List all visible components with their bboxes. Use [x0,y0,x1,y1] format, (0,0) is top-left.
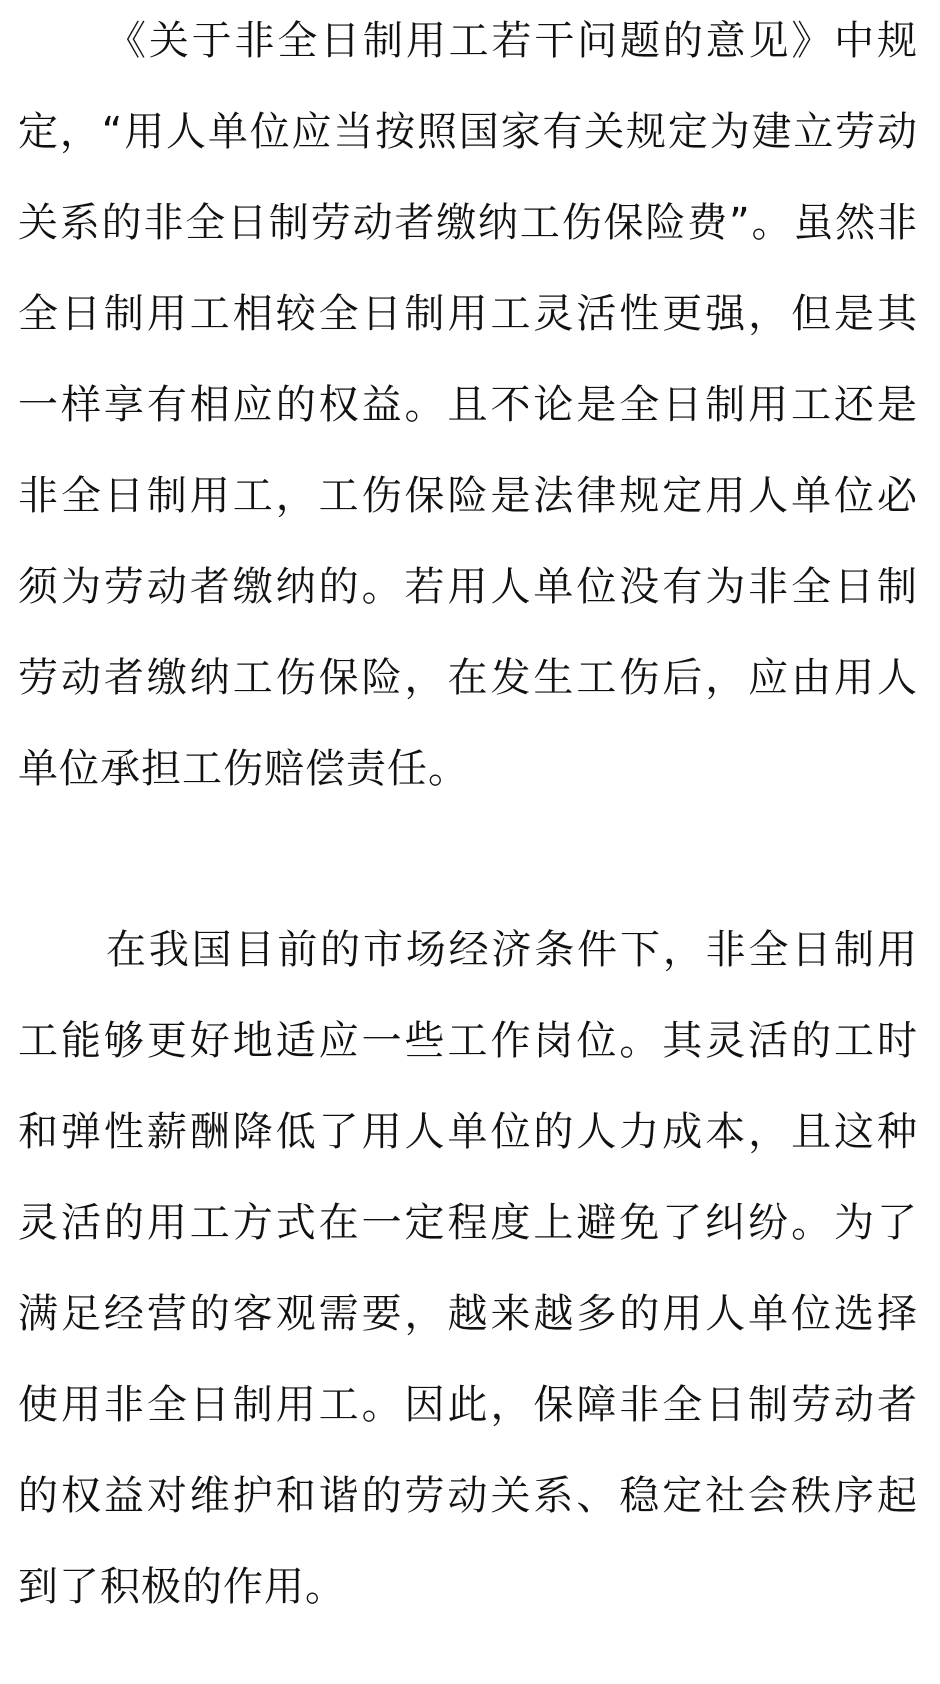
paragraph-1: 《关于非全日制用工若干问题的意见》中规定，“用人单位应当按照国家有关规定为建立劳动关系的非全日制劳动者缴纳工伤保险费”。虽然非全日制用工相较全日制用工灵活性更强，但是其一样享有相应的权益。且不论是全日制用工还是非全日制用工，工伤保险是法律规定用人单位必须为劳动者缴纳的。若用人单位没有为非全日制劳动者缴纳工伤保险，在发生工伤后，应由用人单位承担工伤赔偿责任。 [18,18,918,792]
paragraph-2: 在我国目前的市场经济条件下，非全日制用工能够更好地适应一些工作岗位。其灵活的工时和弹性薪酬降低了用人单位的人力成本，且这种灵活的用工方式在一定程度上避免了纠纷。为了满足经营的客观需要，越来越多的用人单位选择使用非全日制用工。因此，保障非全日制劳动者的权益对维护和谐的劳动关系、稳定社会秩序起到了积极的作用。 [18,927,918,1610]
